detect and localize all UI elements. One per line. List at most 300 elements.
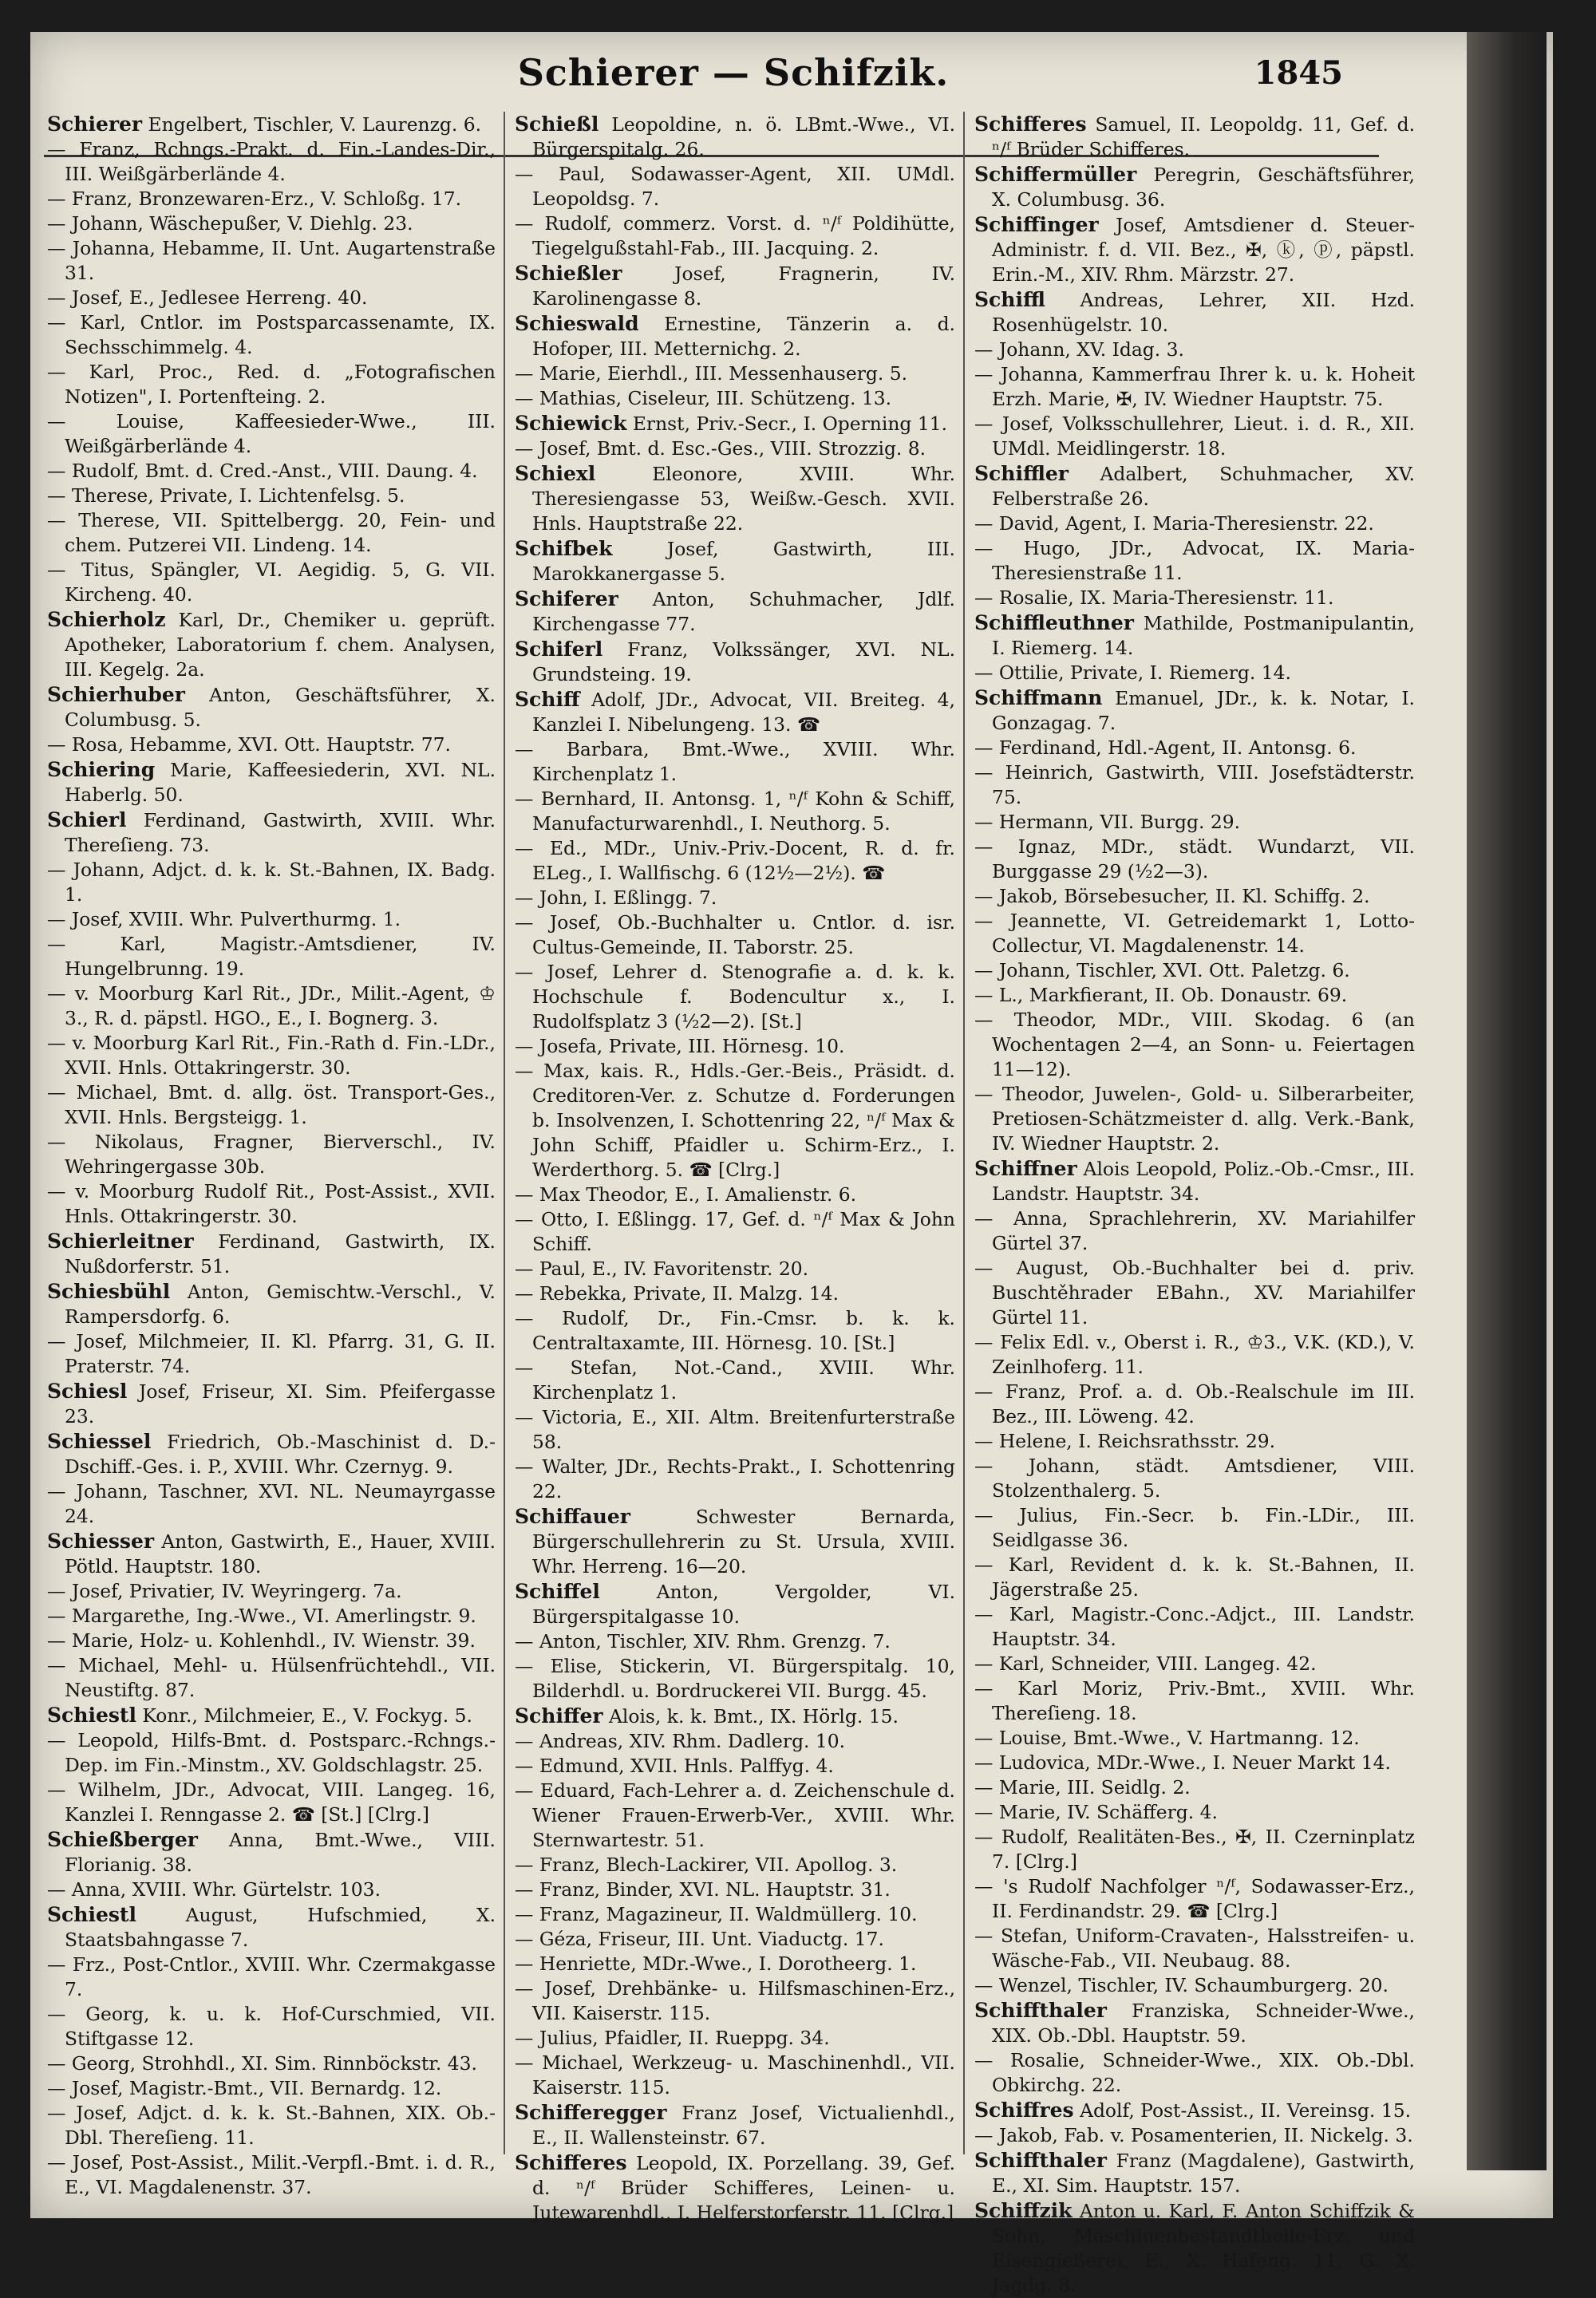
page-number: 1845 [1254, 54, 1343, 92]
entry-surname: Schierl [47, 808, 127, 831]
entry-text: Josef, Friseur, XI. Sim. Pfeifergasse 23. [65, 1380, 496, 1427]
entry-text: August, Hufschmied, X. Staatsbahngasse 7. [65, 1904, 496, 1951]
directory-entry [974, 586, 1415, 610]
directory-entry [974, 1330, 1415, 1380]
directory-entry [47, 682, 496, 732]
directory-entry [515, 787, 955, 836]
entry-text: — Josef, Magistr.-Bmt., VII. Bernardg. 12. [47, 2077, 442, 2099]
entry-text: — Marie, Eierhdl., III. Messenhauserg. 5. [515, 362, 908, 385]
directory-entry [974, 1503, 1415, 1553]
entry-text: — Paul, Sodawasser-Agent, XII. UMdl. Leopoldsg. 7. [515, 163, 955, 210]
entry-text: — Josef, Ob.-Buchhalter u. Cntlor. d. isr. Cultus-Gemeinde, II. Taborstr. 25. [515, 911, 955, 958]
directory-entry [515, 436, 955, 461]
entry-text: — Frz., Post-Cntlor., XVIII. Whr. Czermakgasse 7. [47, 1953, 496, 2000]
directory-entry [515, 1579, 955, 1629]
entry-text: — Rosalie, Schneider-Wwe., XIX. Ob.-Dbl. Obkirchg. 22. [974, 2049, 1415, 2096]
directory-entry [515, 687, 955, 737]
entry-text: — Andreas, XIV. Rhm. Dadlerg. 10. [515, 1730, 846, 1752]
entry-text: — Louise, Bmt.-Wwe., V. Hartmanng. 12. [974, 1727, 1360, 1749]
directory-entry [47, 310, 496, 360]
directory-entry [974, 1874, 1415, 1924]
directory-entry [974, 1206, 1415, 1256]
directory-entry [47, 1604, 496, 1629]
entry-text: — Johann, XV. Idag. 3. [974, 338, 1184, 361]
entry-text: — Josef, Drehbänke- u. Hilfsmaschinen-Erz., VII. Kaiserstr. 115. [515, 1977, 955, 2024]
entry-text: — Hermann, VII. Burgg. 29. [974, 811, 1241, 833]
entry-surname: Schierhuber [47, 683, 185, 706]
entry-surname: Schierer [47, 113, 143, 136]
directory-entry [974, 511, 1415, 536]
directory-entry [47, 1031, 496, 1080]
directory-entry [515, 261, 955, 311]
directory-entry [515, 886, 955, 910]
directory-entry [515, 411, 955, 436]
directory-entry [47, 459, 496, 484]
entry-text: Adolf, JDr., Advocat, VII. Breiteg. 4, Kanzlei I. Nibelungeng. 13. ☎ [532, 689, 955, 736]
directory-entry [47, 1579, 496, 1604]
entry-text: — Georg, k. u. k. Hof-Curschmied, VII. Stiftgasse 12. [47, 2003, 496, 2050]
directory-entry [515, 1504, 955, 1579]
directory-entry [974, 610, 1415, 661]
entry-text: Adalbert, Schuhmacher, XV. Felberstraße 26. [992, 463, 1415, 510]
entry-text: — David, Agent, I. Maria-Theresienstr. 22. [974, 512, 1374, 535]
directory-columns [44, 112, 1424, 2296]
directory-entry [515, 1729, 955, 1754]
entry-text: — Paul, E., IV. Favoritenstr. 20. [515, 1258, 809, 1280]
entry-text: — Michael, Bmt. d. allg. öst. Transport-Ges., XVII. Hnls. Bergsteigg. 1. [47, 1081, 496, 1128]
directory-entry [974, 287, 1415, 338]
directory-entry [974, 1998, 1415, 2048]
entry-surname: Schiffer [515, 1704, 603, 1727]
directory-entry [974, 2048, 1415, 2098]
entry-text: — Josefa, Private, III. Hörnesg. 10. [515, 1035, 845, 1057]
directory-entry [974, 1429, 1415, 1454]
entry-text: — Marie, III. Seidlg. 2. [974, 1776, 1191, 1799]
entry-text: — Karl, Cntlor. im Postsparcassenamte, IX. Sechsschimmelg. 4. [47, 311, 496, 358]
directory-entry [47, 1827, 496, 1877]
directory-entry [515, 361, 955, 386]
entry-text: — Ed., MDr., Univ.-Priv.-Docent, R. d. fr. ELeg., I. Wallfischg. 6 (12½—2½). ☎ [515, 837, 955, 884]
directory-entry [974, 536, 1415, 586]
directory-entry [47, 1778, 496, 1827]
directory-entry [974, 1973, 1415, 1998]
entry-surname: Schiferl [515, 638, 603, 661]
entry-text: — Wenzel, Tischler, IV. Schaumburgerg. 20. [974, 1974, 1389, 1996]
directory-entry [47, 2101, 496, 2150]
directory-entry [47, 236, 496, 286]
entry-text: Samuel, II. Leopoldg. 11, Gef. d. ⁿ/ᶠ Brüder Schifferes. [992, 113, 1415, 160]
entry-text: — Josef, Bmt. d. Esc.-Ges., VIII. Strozzig. 8. [515, 437, 926, 460]
directory-entry [47, 1479, 496, 1529]
directory-entry [974, 461, 1415, 511]
directory-entry [515, 386, 955, 411]
entry-text: — Rebekka, Private, II. Malzg. 14. [515, 1282, 839, 1305]
directory-entry [515, 836, 955, 886]
entry-text: — Franz, Magazineur, II. Waldmüllerg. 10. [515, 1903, 918, 1925]
directory-entry [974, 983, 1415, 1008]
entry-text: Franziska, Schneider-Wwe., XIX. Ob.-Dbl. Hauptstr. 59. [992, 2000, 1415, 2047]
entry-surname: Schiexl [515, 462, 596, 485]
entry-text: Emanuel, JDr., k. k. Notar, I. Gonzagag. 7. [992, 687, 1415, 734]
entry-surname: Schiffinger [974, 213, 1099, 236]
directory-entry [974, 1380, 1415, 1429]
entry-text: — Karl, Magistr.-Amtsdiener, IV. Hungelbrunng. 19. [47, 933, 496, 980]
directory-entry [47, 2076, 496, 2101]
entry-text: Friedrich, Ob.-Maschinist d. D.-Dschiff.-Ges. i. P., XVIII. Whr. Czernyg. 9. [65, 1431, 496, 1478]
directory-entry [515, 1059, 955, 1183]
directory-entry [974, 1676, 1415, 1726]
entry-surname: Schiffthaler [974, 1999, 1107, 2022]
entry-text: Leopoldine, n. ö. LBmt.-Wwe., VI. Bürgerspitalg. 26. [532, 113, 956, 160]
entry-text: Anton, Schuhmacher, Jdlf. Kirchengasse 77. [532, 588, 955, 635]
entry-text: Ernst, Priv.-Secr., I. Operning 11. [632, 413, 948, 435]
directory-entry [974, 1008, 1415, 1082]
entry-surname: Schiffermüller [974, 163, 1137, 186]
directory-entry [974, 1454, 1415, 1503]
entry-surname: Schiffler [974, 462, 1069, 485]
entry-text: Anton, Geschäftsführer, X. Columbusg. 5. [65, 684, 496, 731]
entry-text: — Julius, Fin.-Secr. b. Fin.-LDir., III. Seidlgasse 36. [974, 1504, 1415, 1551]
directory-entry [515, 1654, 955, 1704]
entry-text: Mathilde, Postmanipulantin, I. Riemerg. 14. [992, 612, 1415, 659]
entry-text: — Felix Edl. v., Oberst i. R., ♔3., V.K. (KD.), V. Zeinlhoferg. 11. [974, 1331, 1415, 1378]
entry-text: — Franz, Rchngs.-Prakt. d. Fin.-Landes-Dir., III. Weißgärberlände 4. [47, 138, 496, 185]
directory-entry [515, 1257, 955, 1281]
directory-entry [974, 958, 1415, 983]
directory-entry [974, 2123, 1415, 2148]
entry-text: Adolf, Post-Assist., II. Vereinsg. 15. [1080, 2099, 1412, 2122]
entry-surname: Schießler [515, 262, 622, 285]
directory-entry [47, 2051, 496, 2076]
entry-surname: Schießl [515, 113, 599, 136]
directory-entry [47, 1130, 496, 1179]
entry-text: — Johanna, Kammerfrau Ihrer k. u. k. Hoheit Erzh. Marie, ✠, IV. Wiedner Hauptstr. 75. [974, 363, 1415, 410]
entry-text: Ferdinand, Gastwirth, IX. Nußdorferstr. 51. [65, 1230, 496, 1277]
entry-surname: Schiffel [515, 1580, 600, 1603]
entry-text: — August, Ob.-Buchhalter bei d. priv. Buschtěhrader EBahn., XV. Mariahilfer Gürtel 11. [974, 1257, 1415, 1329]
directory-entry [47, 1229, 496, 1279]
directory-entry [47, 1902, 496, 1953]
entry-surname: Schiffmann [974, 686, 1103, 709]
entry-text: — Johanna, Hebamme, II. Unt. Augartenstraße 31. [47, 237, 496, 284]
running-title: Schierer — Schifzik. [517, 51, 950, 94]
entry-surname: Schiestl [47, 1903, 136, 1926]
directory-entry [974, 760, 1415, 810]
entry-text: Karl, Dr., Chemiker u. geprüft. Apotheker, Laboratorium f. chem. Analysen, III. Kegelg. 2a. [65, 609, 496, 681]
entry-text: — Karl, Revident d. k. k. St.-Bahnen, II. Jägerstraße 25. [974, 1554, 1415, 1601]
directory-entry [515, 1281, 955, 1306]
directory-entry [974, 1726, 1415, 1751]
directory-entry [515, 162, 955, 211]
entry-text: — Otto, I. Eßlingg. 17, Gef. d. ⁿ/ᶠ Max & John Schiff. [515, 1208, 955, 1255]
directory-entry [515, 1455, 955, 1504]
entry-text: — Josef, E., Jedlesee Herreng. 40. [47, 286, 368, 309]
entry-surname: Schiffner [974, 1157, 1077, 1180]
directory-entry [974, 162, 1415, 212]
entry-surname: Schiff [515, 688, 580, 711]
entry-text: — Titus, Spängler, VI. Aegidig. 5, G. VII. Kircheng. 40. [47, 559, 496, 606]
entry-surname: Schiffres [974, 2099, 1074, 2122]
entry-text: Josef, Fragnerin, IV. Karolinengasse 8. [532, 263, 956, 310]
page-header [0, 51, 1467, 115]
entry-surname: Schiffthaler [974, 2149, 1107, 2172]
directory-entry [515, 211, 955, 261]
directory-entry [974, 909, 1415, 958]
directory-entry [515, 637, 955, 687]
directory-entry [47, 360, 496, 409]
entry-text: — Theodor, MDr., VIII. Skodag. 6 (an Wochentagen 2—4, an Sonn- u. Feiertagen 11—12). [974, 1009, 1415, 1080]
directory-entry [47, 1629, 496, 1653]
directory-entry [974, 362, 1415, 412]
directory-entry [974, 338, 1415, 362]
directory-entry [515, 2051, 955, 2100]
directory-entry [974, 810, 1415, 835]
entry-text: — Ludovica, MDr.-Wwe., I. Neuer Markt 14. [974, 1751, 1391, 1774]
entry-text: — Nikolaus, Fragner, Bierverschl., IV. Wehringergasse 30b. [47, 1131, 496, 1178]
entry-text: — Karl Moriz, Priv.-Bmt., XVIII. Whr. Thereſieng. 18. [974, 1677, 1415, 1724]
entry-text: Anton, Gastwirth, E., Hauer, XVIII. Pötld. Hauptstr. 180. [65, 1530, 496, 1577]
entry-text: — Ignaz, MDr., städt. Wundarzt, VII. Burggasse 29 (½2—3). [974, 835, 1415, 882]
directory-entry [515, 1902, 955, 1927]
directory-entry [515, 1629, 955, 1654]
entry-text: — Margarethe, Ing.-Wwe., VI. Amerlingstr. 9. [47, 1605, 476, 1627]
entry-text: — v. Moorburg Karl Rit., Fin.-Rath d. Fin.-LDr., XVII. Hnls. Ottakringerstr. 30. [47, 1032, 496, 1079]
directory-entry [47, 757, 496, 807]
entry-text: Konr., Milchmeier, E., V. Fockyg. 5. [142, 1704, 472, 1727]
entry-text: — Franz, Prof. a. d. Ob.-Realschule im III. Bez., III. Löweng. 42. [974, 1380, 1415, 1427]
directory-entry [515, 1779, 955, 1853]
entry-text: — Max Theodor, E., I. Amalienstr. 6. [515, 1183, 857, 1206]
directory-entry [47, 1179, 496, 1229]
entry-text: Eleonore, XVIII. Whr. Theresiengasse 53, Weißw.-Gesch. XVII. Hnls. Hauptstraße 22. [532, 463, 956, 535]
entry-surname: Schiffl [974, 288, 1045, 311]
directory-entry [515, 1306, 955, 1356]
entry-text: — Theodor, Juwelen-, Gold- u. Silberarbeiter, Pretiosen-Schätzmeister d. allg. Verk.-Bank, IV. Wiedner Hauptstr. 2. [974, 1083, 1415, 1155]
entry-text: Peregrin, Geschäftsführer, X. Columbusg. 36. [992, 164, 1415, 211]
entry-text: — Eduard, Fach-Lehrer a. d. Zeichenschule d. Wiener Frauen-Erwerb-Ver., XVIII. Whr. Sternwartestr. 51. [515, 1779, 955, 1851]
entry-text: — Heinrich, Gastwirth, VIII. Josefstädterstr. 75. [974, 761, 1415, 808]
entry-text: — Johann, Wäschepußer, V. Diehlg. 23. [47, 212, 413, 235]
entry-text: — Josef, Adjct. d. k. k. St.-Bahnen, XIX. Ob.-Dbl. Thereſieng. 11. [47, 2102, 496, 2149]
entry-text: Leopold, IX. Porzellang. 39, Gef. d. ⁿ/ᶠ Brüder Schifferes, Leinen- u. Jutewarenhdl., I. Helferstorferstr. 11. [Clrg.] [532, 2152, 956, 2224]
entry-text: — Karl, Magistr.-Conc.-Adjct., III. Landstr. Hauptstr. 34. [974, 1603, 1415, 1650]
column-left [44, 112, 504, 2198]
directory-entry [47, 558, 496, 607]
directory-entry [47, 1953, 496, 2002]
entry-text: Alois Leopold, Poliz.-Ob.-Cmsr., III. Landstr. Hauptstr. 34. [992, 1158, 1415, 1205]
entry-text: — Louise, Kaffeesieder-Wwe., III. Weißgärberlände 4. [47, 410, 496, 457]
entry-text: — Rudolf, Bmt. d. Cred.-Anst., VIII. Daung. 4. [47, 460, 478, 482]
entry-text: — Rudolf, commerz. Vorst. d. ⁿ/ᶠ Poldihütte, Tiegelgußstahl-Fab., III. Jacquing. 2. [515, 212, 955, 259]
directory-entry [47, 137, 496, 187]
entry-surname: Schießberger [47, 1828, 198, 1851]
entry-text: — Franz, Binder, XVI. NL. Hauptstr. 31. [515, 1878, 891, 1901]
entry-text: — Marie, Holz- u. Kohlenhdl., IV. Wienstr. 39. [47, 1629, 476, 1652]
directory-entry [47, 2002, 496, 2051]
directory-entry [515, 1853, 955, 1877]
entry-text: — Jeannette, VI. Getreidemarkt 1, Lotto-Collectur, VI. Magdalenenstr. 14. [974, 910, 1415, 957]
directory-entry [974, 661, 1415, 685]
entry-text: — Georg, Strohhdl., XI. Sim. Rinnböckstr. 43. [47, 2052, 477, 2075]
entry-text: — Josef, XVIII. Whr. Pulverthurmg. 1. [47, 908, 401, 930]
directory-entry [974, 1256, 1415, 1330]
directory-entry [974, 685, 1415, 736]
entry-surname: Schiesser [47, 1530, 155, 1553]
directory-entry [47, 1728, 496, 1778]
entry-text: — Hugo, JDr., Advocat, IX. Maria-Theresienstraße 11. [974, 537, 1415, 584]
entry-text: — Franz, Bronzewaren-Erz., V. Schloßg. 17. [47, 188, 462, 210]
entry-text: Ferdinand, Gastwirth, XVIII. Whr. Thereſieng. 73. [65, 809, 496, 856]
directory-entry [974, 2098, 1415, 2123]
entry-text: Franz, Volkssänger, XVI. NL. Grundsteing. 19. [532, 638, 956, 685]
entry-text: — Anna, Sprachlehrerin, XV. Mariahilfer Gürtel 37. [974, 1207, 1415, 1254]
directory-entry [47, 187, 496, 211]
book-spine [1467, 32, 1547, 2170]
directory-entry [515, 1754, 955, 1779]
directory-entry [47, 732, 496, 757]
directory-entry [974, 1751, 1415, 1775]
entry-text: — Anna, XVIII. Whr. Gürtelstr. 103. [47, 1878, 381, 1901]
directory-entry [974, 1825, 1415, 1874]
directory-entry [515, 1034, 955, 1059]
directory-entry [515, 586, 955, 637]
directory-entry [974, 112, 1415, 162]
directory-entry [515, 1952, 955, 1976]
entry-text: Engelbert, Tischler, V. Laurenzg. 6. [148, 113, 482, 136]
entry-text: — Jakob, Börsebesucher, II. Kl. Schiffg. 2. [974, 885, 1370, 907]
entry-text: — Rudolf, Dr., Fin.-Cmsr. b. k. k. Centraltaxamte, III. Hörnesg. 10. [St.] [515, 1307, 955, 1354]
entry-text: — Franz, Blech-Lackirer, VII. Apollog. 3. [515, 1854, 898, 1876]
directory-entry [47, 409, 496, 459]
directory-entry [47, 2150, 496, 2200]
directory-entry [515, 1704, 955, 1729]
entry-text: — Ottilie, Private, I. Riemerg. 14. [974, 661, 1291, 684]
directory-entry [515, 1207, 955, 1257]
entry-surname: Schiesl [47, 1380, 128, 1403]
entry-surname: Schiffleuthner [974, 611, 1134, 634]
directory-entry [974, 884, 1415, 909]
entry-text: — Josef, Post-Assist., Milit.-Verpfl.-Bmt. i. d. R., E., VI. Magdalenenstr. 37. [47, 2151, 496, 2198]
entry-surname: Schiesbühl [47, 1280, 171, 1303]
entry-text: — Karl, Schneider, VIII. Langeg. 42. [974, 1652, 1317, 1675]
column-middle [504, 112, 963, 2224]
entry-text: — Josef, Milchmeier, II. Kl. Pfarrg. 31, G. II. Praterstr. 74. [47, 1330, 496, 1377]
directory-entry [47, 508, 496, 558]
entry-text: — Marie, IV. Schäfferg. 4. [974, 1801, 1218, 1823]
entry-surname: Schiferer [515, 587, 618, 610]
entry-text: — Josef, Lehrer d. Stenografie a. d. k. k. Hochschule f. Bodencultur x., I. Rudolfsplatz 3 (½2—2). [St.] [515, 961, 955, 1033]
directory-entry [47, 907, 496, 932]
directory-entry [515, 1976, 955, 2026]
directory-entry [47, 286, 496, 310]
entry-text: — Géza, Friseur, III. Unt. Viaductg. 17. [515, 1928, 884, 1950]
entry-surname: Schiewick [515, 412, 627, 435]
column-right [963, 112, 1423, 2296]
directory-entry [974, 1775, 1415, 1800]
directory-entry [47, 1529, 496, 1579]
entry-text: — v. Moorburg Karl Rit., JDr., Milit.-Agent, ♔ 3., R. d. päpstl. HGO., E., I. Bognerg. 3. [47, 982, 496, 1029]
directory-entry [974, 2198, 1415, 2298]
entry-text: — Johann, Adjct. d. k. k. St.-Bahnen, IX. Badg. 1. [47, 859, 496, 906]
entry-text: Anna, Bmt.-Wwe., VIII. Florianig. 38. [65, 1829, 496, 1876]
directory-entry [515, 311, 955, 361]
directory-entry [515, 1183, 955, 1207]
entry-text: — Leopold, Hilfs-Bmt. d. Postsparc.-Rchngs.-Dep. im Fin.-Minstm., XV. Goldschlagstr. 25. [47, 1729, 496, 1776]
entry-text: Franz Josef, Victualienhdl., E., II. Wallensteinstr. 67. [532, 2102, 955, 2149]
directory-entry [47, 1429, 496, 1479]
entry-text: — Bernhard, II. Antonsg. 1, ⁿ/ᶠ Kohn & Schiff, Manufacturwarenhdl., I. Neuthorg. 5. [515, 788, 955, 835]
entry-text: — John, I. Eßlingg. 7. [515, 886, 717, 909]
entry-text: — Max, kais. R., Hdls.-Ger.-Beis., Präsidt. d. Creditoren-Ver. z. Schutze d. Forderungen b. Insolvenzen, I. Schottenring 22, ⁿ/ᶠ Max & John Schiff, Pfaidler u. Schirm-Erz., I. Werderthorg. 5. ☎ [Clrg.] [515, 1060, 955, 1181]
entry-surname: Schifbek [515, 537, 613, 560]
entry-text: Schwester Bernarda, Bürgerschullehrerin zu St. Ursula, XVIII. Whr. Herreng. 16—20. [532, 1506, 955, 1577]
entry-text: Alois, k. k. Bmt., IX. Hörlg. 15. [608, 1705, 899, 1727]
entry-text: Josef, Amtsdiener d. Steuer-Administr. f. d. VII. Bez., ✠, ⓚ, ⓟ, päpstl. Erin.-M., XIV. Rhm. Märzstr. 27. [992, 214, 1416, 286]
directory-entry [515, 2100, 955, 2150]
entry-text: — v. Moorburg Rudolf Rit., Post-Assist., XVII. Hnls. Ottakringerstr. 30. [47, 1180, 496, 1227]
entry-text: Anton, Vergolder, VI. Bürgerspitalgasse 10. [532, 1581, 956, 1628]
directory-entry [47, 1329, 496, 1379]
entry-surname: Schiestl [47, 1704, 136, 1727]
entry-surname: Schiffzik [974, 2199, 1073, 2222]
directory-entry [515, 2026, 955, 2051]
directory-entry [515, 960, 955, 1034]
directory-entry [47, 1379, 496, 1429]
entry-text: Anton, Gemischtw.-Verschl., V. Rampersdorfg. 6. [65, 1281, 496, 1328]
directory-entry [515, 112, 955, 162]
entry-surname: Schierleitner [47, 1230, 194, 1253]
entry-surname: Schifferes [974, 113, 1087, 136]
directory-entry [515, 1356, 955, 1405]
entry-text: — Helene, I. Reichsrathsstr. 29. [974, 1430, 1276, 1452]
directory-entry [47, 112, 496, 137]
entry-text: — Jakob, Fab. v. Posamenterien, II. Nickelg. 3. [974, 2124, 1413, 2146]
entry-text: Franz (Magdalene), Gastwirth, E., XI. Sim. Hauptstr. 157. [992, 2150, 1415, 2197]
directory-entry [47, 1080, 496, 1130]
entry-surname: Schiering [47, 758, 156, 781]
entry-text: — Therese, VII. Spittelbergg. 20, Fein- und chem. Putzerei VII. Lindeng. 14. [47, 509, 496, 556]
entry-surname: Schiessel [47, 1430, 152, 1453]
entry-surname: Schierholz [47, 608, 166, 631]
directory-entry [974, 1082, 1415, 1156]
entry-text: — Rosa, Hebamme, XVI. Ott. Hauptstr. 77. [47, 733, 451, 756]
directory-entry [47, 932, 496, 981]
directory-entry [974, 1800, 1415, 1825]
entry-text: — Barbara, Bmt.-Wwe., XVIII. Whr. Kirchenplatz 1. [515, 738, 955, 785]
entry-surname: Schiffauer [515, 1505, 630, 1528]
directory-entry [515, 1877, 955, 1902]
entry-text: — Stefan, Uniform-Cravaten-, Halsstreifen- u. Wäsche-Fab., VII. Neubaug. 88. [974, 1925, 1415, 1972]
entry-text: — Henriette, MDr.-Wwe., I. Dorotheerg. 1. [515, 1953, 917, 1975]
directory-entry [974, 212, 1415, 287]
entry-text: — Michael, Werkzeug- u. Maschinenhdl., VII. Kaiserstr. 115. [515, 2051, 955, 2099]
directory-entry [515, 2150, 955, 2225]
entry-text: Anton u. Karl, F. Anton Schiffzik & Sohn, Maschinenbestandtheile-Erz. und Eisengießerei, E., X. Hafeng. 11, G. X. Jagdg. 8. [992, 2200, 1415, 2296]
entry-text: Andreas, Lehrer, XII. Hzd. Rosenhügelstr. 10. [992, 289, 1416, 336]
entry-text: — Ferdinand, Hdl.-Agent, II. Antonsg. 6. [974, 736, 1357, 759]
entry-text: — Wilhelm, JDr., Advocat, VIII. Langeg. 16, Kanzlei I. Renngasse 2. ☎ [St.] [Clrg.] [47, 1779, 496, 1826]
directory-entry [47, 981, 496, 1031]
directory-entry [974, 412, 1415, 461]
entry-text: Ernestine, Tänzerin a. d. Hofoper, III. Metternichg. 2. [532, 313, 955, 360]
directory-entry [515, 1927, 955, 1952]
directory-entry [515, 536, 955, 586]
entry-text: — 's Rudolf Nachfolger ⁿ/ᶠ, Sodawasser-Erz., II. Ferdinandstr. 29. ☎ [Clrg.] [974, 1875, 1415, 1922]
entry-text: — Johann, Taschner, XVI. NL. Neumayrgasse 24. [47, 1480, 496, 1527]
entry-text: — Walter, JDr., Rechts-Prakt., I. Schottenring 22. [515, 1455, 955, 1502]
directory-entry [47, 484, 496, 508]
entry-text: — Edmund, XVII. Hnls. Palffyg. 4. [515, 1755, 834, 1777]
